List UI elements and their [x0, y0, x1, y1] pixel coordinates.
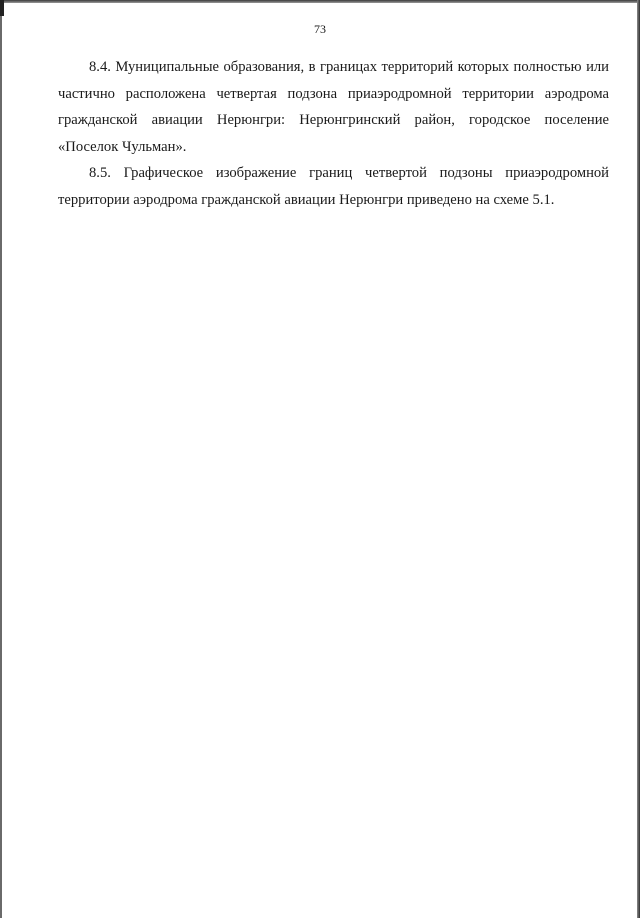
scan-edge-top [0, 0, 640, 3]
scan-edge-left [0, 0, 2, 918]
page-number: 73 [314, 22, 326, 36]
document-body [58, 54, 609, 214]
paragraph-8-5: 8.5. Графическое изображение границ четвертой подзоны приаэродромной территории аэродрома гражданской авиации Нерюнгри приведено на схеме 5.1. [58, 165, 609, 208]
scan-corner-mark [0, 0, 4, 16]
paragraph-8-4: 8.4. Муниципальные образования, в границах территорий которых полностью или частично расположена четвертая подзона приаэродромной территории аэродрома гражданской авиации Нерюнгри: Нерюнгринский район, городское поселение «Поселок Чульман». [58, 59, 609, 155]
